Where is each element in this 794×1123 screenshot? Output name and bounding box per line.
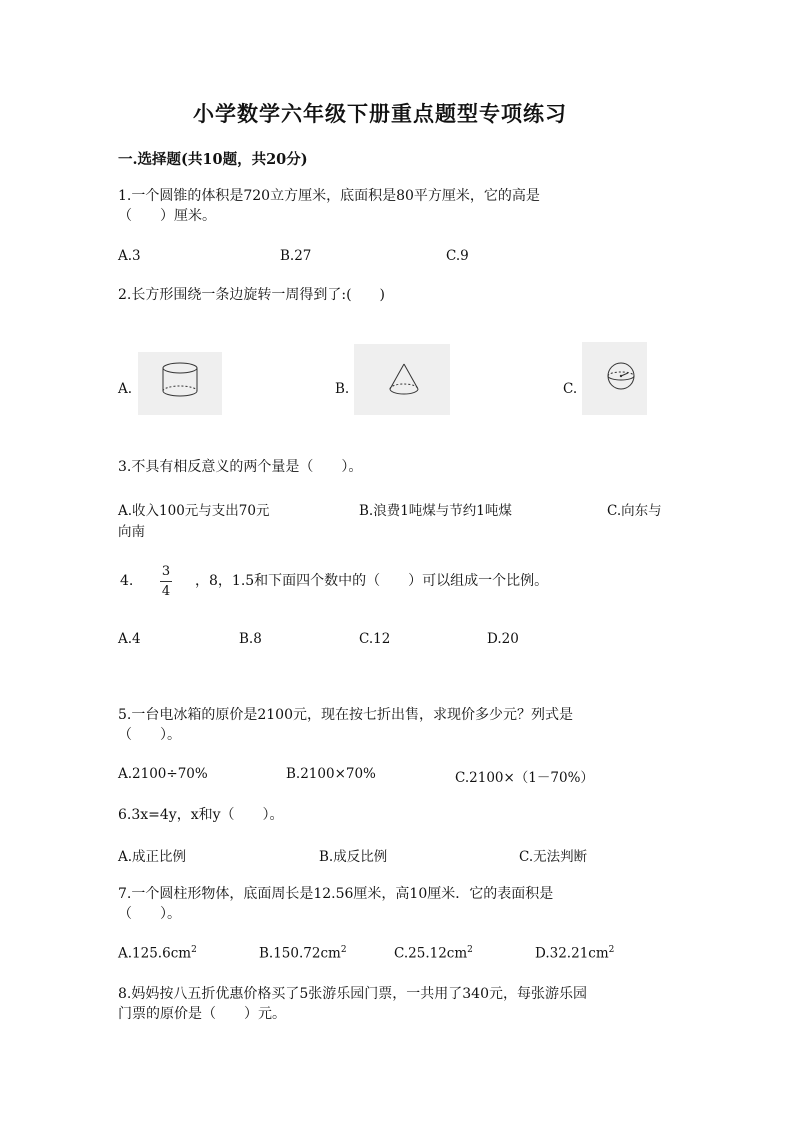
section-heading: 一.选择题(共10题，共20分): [118, 151, 308, 168]
question-7-text: 7.一个圆柱形物体，底面周长是12.56厘米，高10厘米．它的表面积是: [118, 886, 554, 902]
fraction-bar: [160, 581, 172, 582]
q3-option-c: C.向东与: [607, 503, 662, 519]
q4-option-c: C.12: [359, 631, 391, 647]
question-3-text: 3.不具有相反意义的两个量是（ ）。: [118, 459, 363, 475]
q7-option-d: $D.32.21cm^2$: [535, 945, 615, 962]
q6-option-a: A.成正比例: [118, 849, 187, 865]
question-5-text-cont: （ ）。: [118, 727, 181, 743]
q7-option-a: $A.125.6cm^2$: [118, 945, 197, 962]
question-7-text-cont: （ ）。: [118, 906, 181, 922]
q6-option-b: B.成反比例: [319, 849, 388, 865]
page-title: 小学数学六年级下册重点题型专项练习: [193, 101, 567, 126]
q7-option-c: $C.25.12cm^2$: [394, 945, 473, 962]
question-1-text-cont: （ ）厘米。: [118, 208, 216, 224]
q2-option-a: A.: [118, 381, 133, 397]
fraction-numerator: 3: [161, 564, 171, 579]
cone-icon: [354, 344, 450, 415]
q3-option-a: A.收入100元与支出70元: [118, 503, 270, 519]
sphere-figure: [582, 342, 647, 415]
cone-figure: [354, 344, 450, 415]
question-4-number: 4.: [120, 573, 134, 589]
fraction-denominator: 4: [161, 584, 171, 599]
q7-option-b: $B.150.72cm^2$: [259, 945, 347, 962]
cylinder-icon: [138, 352, 222, 415]
q1-option-c: C.9: [446, 248, 469, 264]
q2-option-c: C.: [563, 381, 578, 397]
question-8-text: 8.妈妈按八五折优惠价格买了5张游乐园门票，一共用了340元，每张游乐园: [118, 986, 587, 1002]
question-2-text: 2.长方形围绕一条边旋转一周得到了:( ): [118, 287, 385, 303]
q4-option-d: D.20: [487, 631, 519, 647]
cylinder-figure: [138, 352, 222, 415]
question-8-text-cont: 门票的原价是（ ）元。: [118, 1006, 286, 1022]
q3-option-c-cont: 向南: [118, 524, 145, 540]
q4-option-a: A.4: [118, 631, 141, 647]
sphere-icon: [582, 342, 647, 415]
question-1-text: 1.一个圆锥的体积是720立方厘米，底面积是80平方厘米，它的高是: [118, 188, 540, 204]
q5-option-a: A.2100÷70%: [118, 766, 208, 782]
q4-option-b: B.8: [239, 631, 262, 647]
q5-option-b: B.2100×70%: [286, 766, 376, 782]
question-6-text: 6.3x=4y，x和y（ ）。: [118, 807, 284, 823]
q3-option-b: B.浪费1吨煤与节约1吨煤: [359, 503, 512, 519]
q1-option-b: B.27: [280, 248, 312, 264]
question-4-text: ，8，1.5和下面四个数中的（ ）可以组成一个比例。: [195, 573, 549, 589]
question-5-text: 5.一台电冰箱的原价是2100元，现在按七折出售，求现价多少元？列式是: [118, 707, 573, 723]
q2-option-b: B.: [335, 381, 350, 397]
q5-option-c: C.2100×（1－70%）: [455, 770, 594, 786]
q6-option-c: C.无法判断: [519, 849, 588, 865]
q1-option-a: A.3: [118, 248, 141, 264]
